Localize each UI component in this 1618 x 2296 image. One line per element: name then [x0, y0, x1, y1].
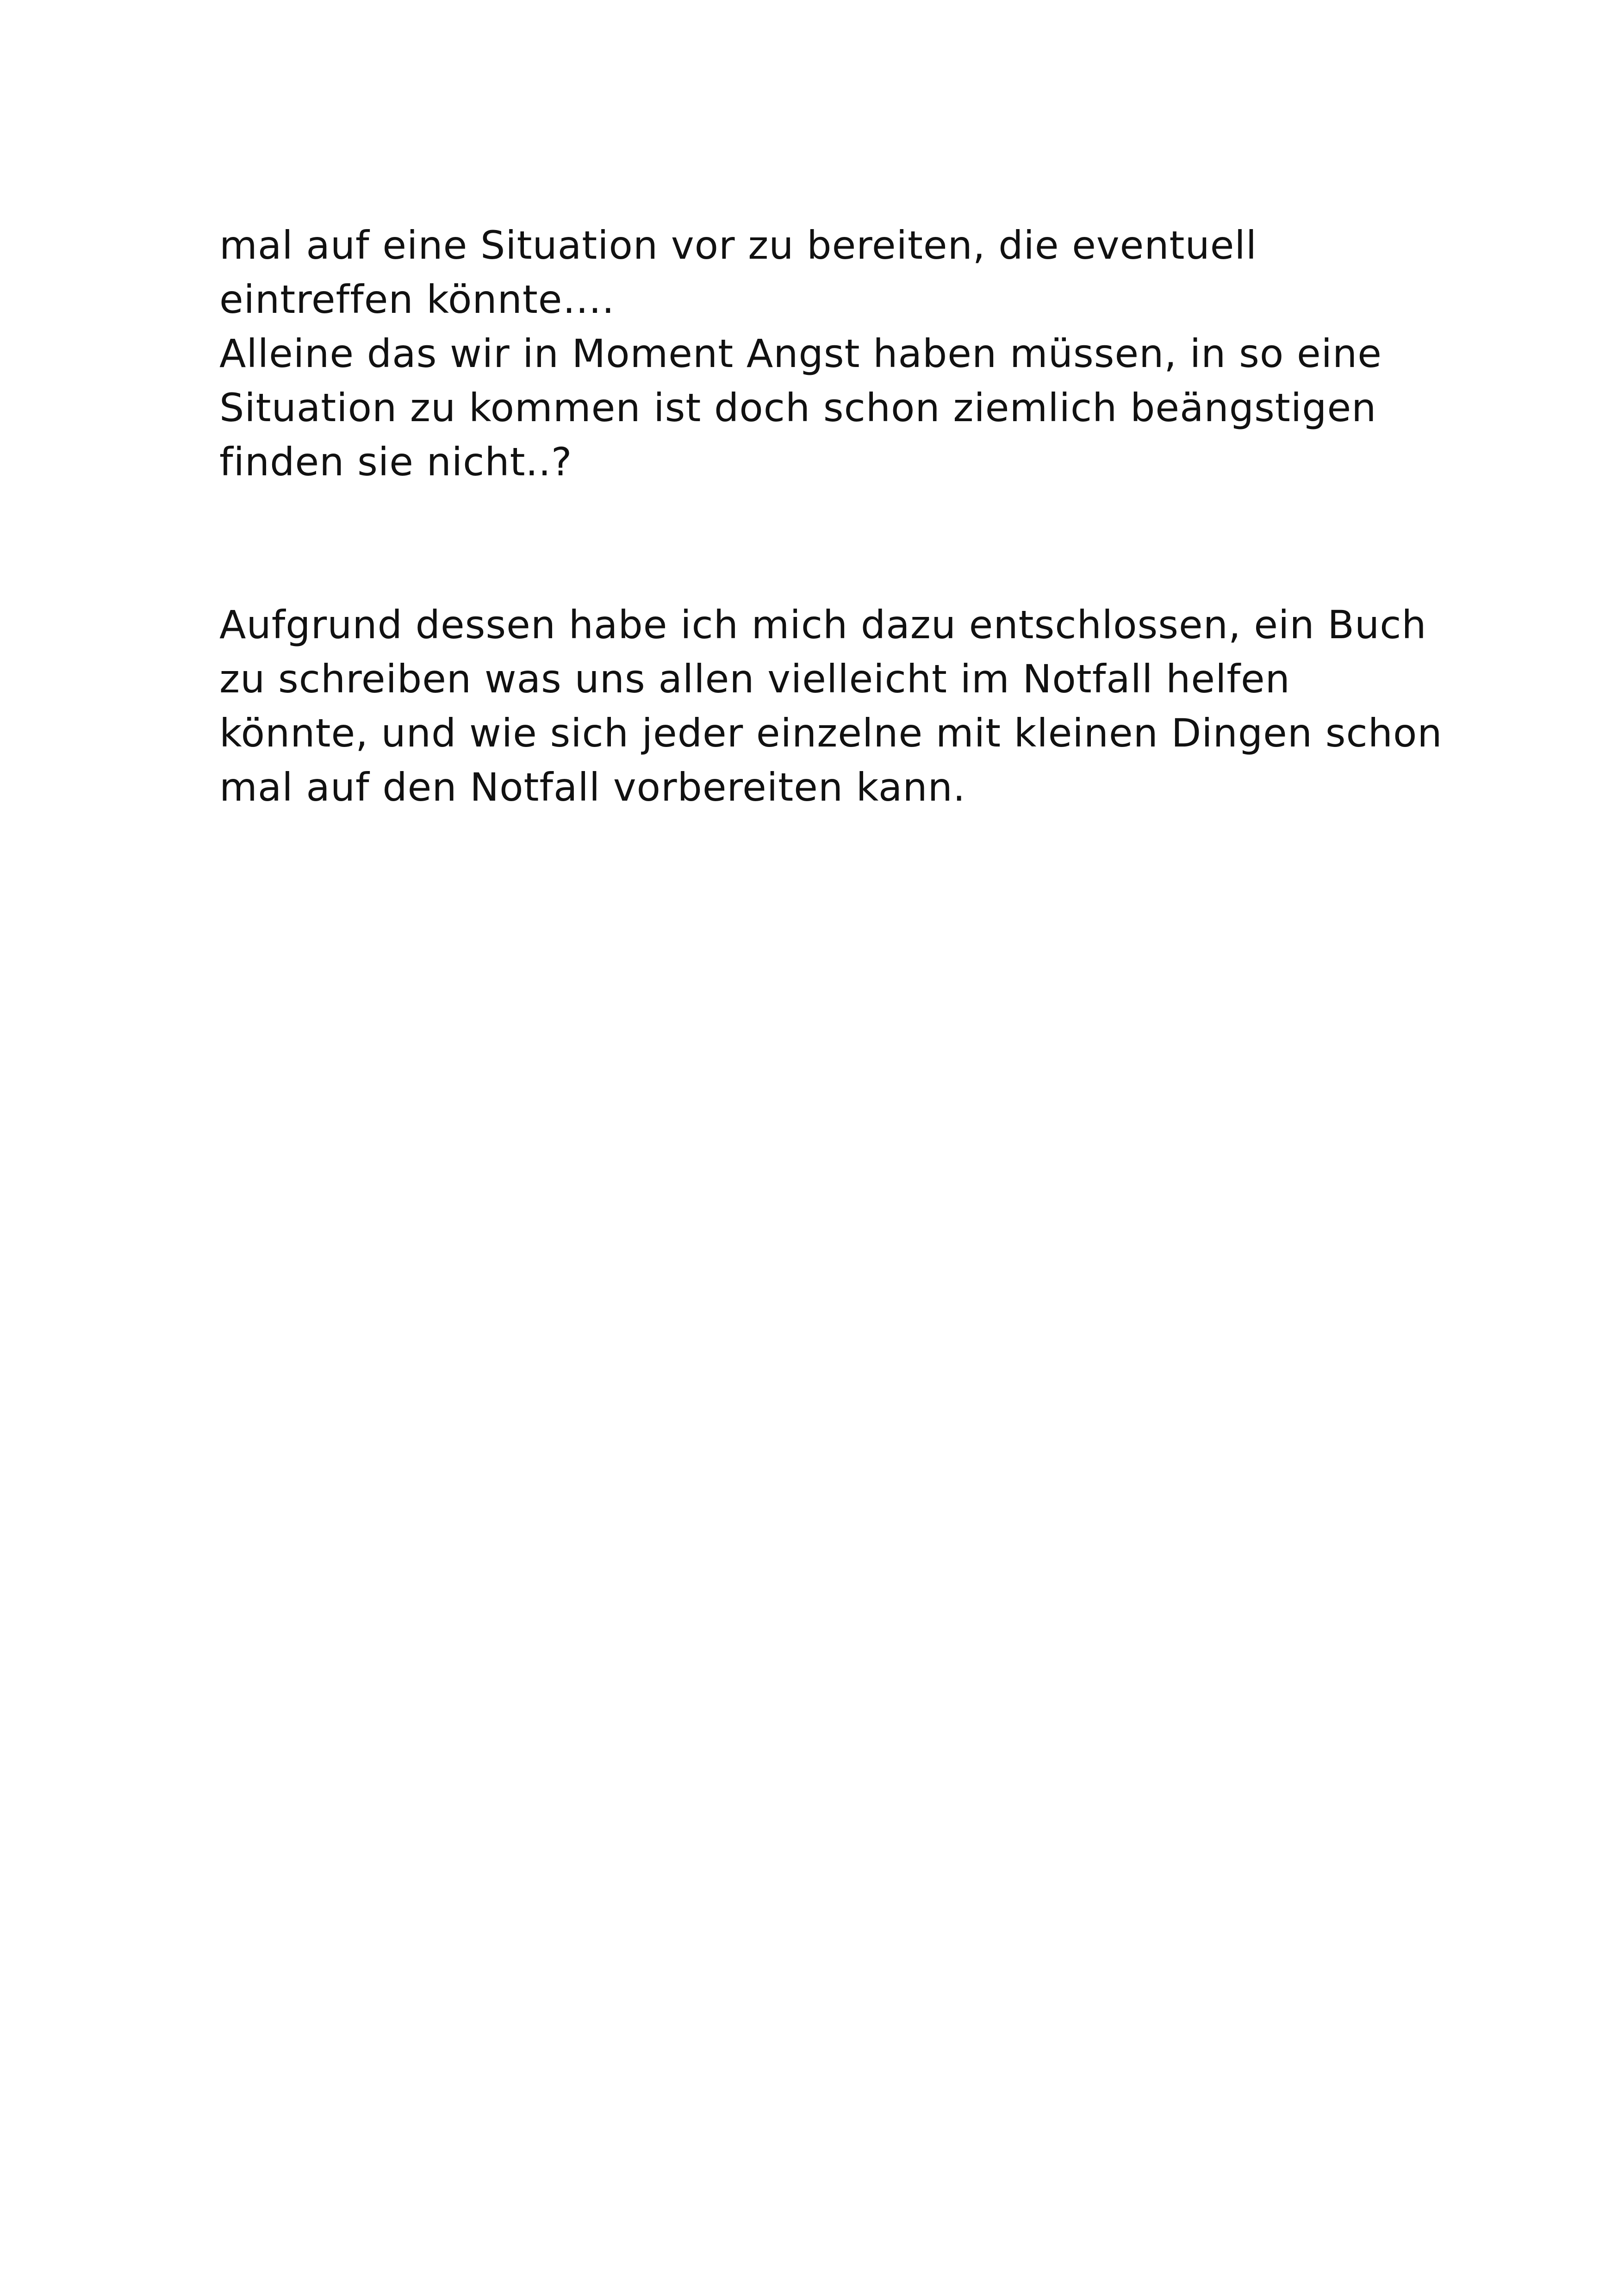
- paragraph-1: [219, 218, 1469, 489]
- paragraph-1-line: Situation zu kommen ist doch schon ziemlich beängstigen: [219, 385, 1377, 430]
- paragraph-1-line: eintreffen könnte….: [219, 277, 615, 322]
- paragraph-2-line: Aufgrund dessen habe ich mich dazu entschlossen, ein Buch: [219, 602, 1427, 647]
- paragraph-2-line: zu schreiben was uns allen vielleicht im Notfall helfen: [219, 656, 1290, 702]
- paragraph-2: [219, 598, 1469, 815]
- paragraph-1-line: mal auf eine Situation vor zu bereiten, die eventuell: [219, 223, 1257, 268]
- paragraph-2-line: könnte, und wie sich jeder einzelne mit kleinen Dingen schon: [219, 710, 1443, 756]
- paragraph-2-line: mal auf den Notfall vorbereiten kann.: [219, 765, 966, 810]
- paragraph-1-line: Alleine das wir in Moment Angst haben müssen, in so eine: [219, 331, 1382, 376]
- paragraph-1-line: finden sie nicht..?: [219, 439, 573, 485]
